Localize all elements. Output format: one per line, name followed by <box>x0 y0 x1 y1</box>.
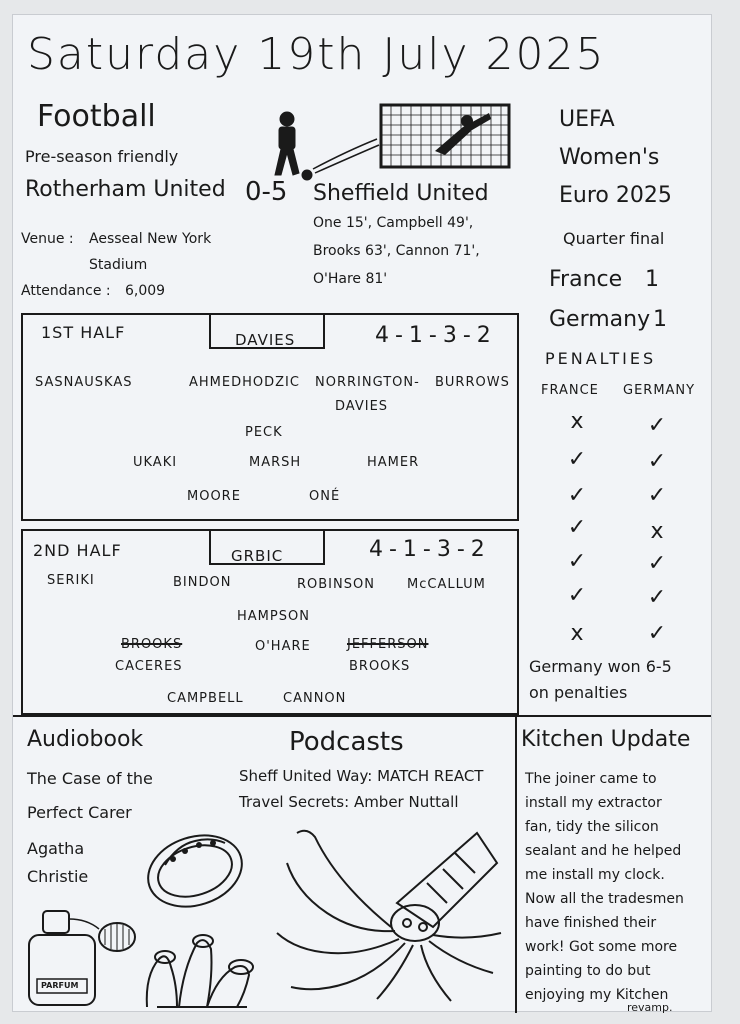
penalties-label: PENALTIES <box>545 349 657 368</box>
player-struck: JEFFERSON <box>347 637 429 652</box>
player: CAMPBELL <box>167 691 244 706</box>
audiobook-author-line-2: Christie <box>27 867 89 886</box>
first-half-label: 1ST HALF <box>41 323 126 342</box>
second-half-label: 2ND HALF <box>33 541 122 560</box>
kitchen-line: painting to do but <box>525 963 651 979</box>
perfume-bottle-icon <box>15 905 141 1009</box>
audiobook-title-line-2: Perfect Carer <box>27 803 132 822</box>
coral-icon <box>137 915 263 1011</box>
player-icon <box>275 112 312 180</box>
squid-icon <box>267 823 511 1011</box>
audiobook-heading: Audiobook <box>27 727 144 752</box>
venue: Aesseal New York <box>89 231 212 247</box>
penalty-mark: ✓ <box>567 483 587 508</box>
uefa-heading-2: Women's <box>559 145 660 170</box>
venue-label: Venue : <box>21 231 74 247</box>
penalty-mark: x <box>570 409 584 434</box>
audiobook-title-line-1: The Case of the <box>27 769 153 788</box>
penalties-col-france: FRANCE <box>541 383 599 398</box>
uefa-heading-1: UEFA <box>559 107 615 132</box>
penalty-mark: ✓ <box>647 551 667 576</box>
player: McCALLUM <box>407 577 486 592</box>
away-team: Sheffield United <box>313 181 489 206</box>
kitchen-line: revamp. <box>627 1001 673 1014</box>
divider-horizontal <box>13 715 711 717</box>
player: MARSH <box>249 455 302 470</box>
goal-keeper-drawing <box>267 91 511 183</box>
team-1: France <box>549 267 623 292</box>
player: CACERES <box>115 659 183 674</box>
football-heading: Football <box>37 99 156 134</box>
kitchen-line: have finished their <box>525 915 657 931</box>
penalty-mark: x <box>650 519 664 544</box>
result-line-1: Germany won 6-5 <box>529 657 672 676</box>
penalty-mark: ✓ <box>647 483 667 508</box>
podcast-line-2: Travel Secrets: Amber Nuttall <box>239 793 459 811</box>
penalty-mark: ✓ <box>647 413 667 438</box>
bracelet-icon <box>137 815 253 923</box>
attendance: 6,009 <box>125 283 166 299</box>
perfume-label: PARFUM <box>41 981 79 990</box>
kitchen-line: me install my clock. <box>525 867 665 883</box>
penalties-col-germany: GERMANY <box>623 383 696 398</box>
scorers-line-3: O'Hare 81' <box>313 271 388 287</box>
score-2: 1 <box>653 307 667 332</box>
player: BURROWS <box>435 375 510 390</box>
score: 0-5 <box>245 177 288 207</box>
penalty-mark: x <box>570 621 584 646</box>
first-half-formation: 4-1-3-2 <box>375 323 497 348</box>
scorers-line-1: One 15', Campbell 49', <box>313 215 474 231</box>
penalty-mark: ✓ <box>647 449 667 474</box>
player: CANNON <box>283 691 347 706</box>
score-1: 1 <box>645 267 659 292</box>
result-line-2: on penalties <box>529 683 628 702</box>
goal-net-icon <box>381 105 509 167</box>
penalty-mark: ✓ <box>647 585 667 610</box>
divider-vertical <box>515 715 517 1013</box>
player: DAVIES <box>335 399 389 414</box>
kitchen-line: Now all the tradesmen <box>525 891 684 907</box>
competition: Pre-season friendly <box>25 147 179 166</box>
penalty-mark: ✓ <box>567 583 587 608</box>
journal-page <box>12 14 712 1012</box>
player: NORRINGTON- <box>315 375 420 390</box>
player: HAMPSON <box>237 609 310 624</box>
kitchen-line: fan, tidy the silicon <box>525 819 659 835</box>
uefa-round: Quarter final <box>563 229 665 248</box>
player-struck: BROOKS <box>121 637 183 652</box>
player: BINDON <box>173 575 232 590</box>
player: PECK <box>245 425 283 440</box>
kitchen-line: install my extractor <box>525 795 662 811</box>
player: SASNAUSKAS <box>35 375 133 390</box>
player: ONÉ <box>309 489 341 504</box>
penalty-mark: ✓ <box>567 447 587 472</box>
player: MOORE <box>187 489 241 504</box>
kick-trail-icon <box>313 139 377 169</box>
player: HAMER <box>367 455 420 470</box>
player: ROBINSON <box>297 577 375 592</box>
second-half-formation: 4-1-3-2 <box>369 537 491 562</box>
podcasts-heading: Podcasts <box>289 727 404 757</box>
podcast-line-1: Sheff United Way: MATCH REACT <box>239 767 484 785</box>
kitchen-line: enjoying my Kitchen <box>525 987 669 1003</box>
home-team: Rotherham United <box>25 177 226 202</box>
first-half-goalkeeper: DAVIES <box>235 331 296 349</box>
player: UKAKI <box>133 455 178 470</box>
venue-line-2: Stadium <box>89 257 148 273</box>
kitchen-heading: Kitchen Update <box>521 727 691 752</box>
team-2: Germany <box>549 307 651 332</box>
kitchen-line: The joiner came to <box>525 771 657 787</box>
kitchen-line: work! Got some more <box>525 939 678 955</box>
attendance-label: Attendance : <box>21 283 111 299</box>
scorers-line-2: Brooks 63', Cannon 71', <box>313 243 480 259</box>
player: AHMEDHODZIC <box>189 375 300 390</box>
player: O'HARE <box>255 639 311 654</box>
penalty-mark: ✓ <box>567 515 587 540</box>
audiobook-author-line-1: Agatha <box>27 839 85 858</box>
penalty-mark: ✓ <box>647 621 667 646</box>
page-title: Saturday 19th July 2025 <box>27 29 606 80</box>
penalty-mark: ✓ <box>567 549 587 574</box>
uefa-heading-3: Euro 2025 <box>559 183 672 208</box>
second-half-goalkeeper: GRBIC <box>231 547 284 565</box>
kitchen-line: sealant and he helped <box>525 843 682 859</box>
player: SERIKI <box>47 573 95 588</box>
player: BROOKS <box>349 659 411 674</box>
